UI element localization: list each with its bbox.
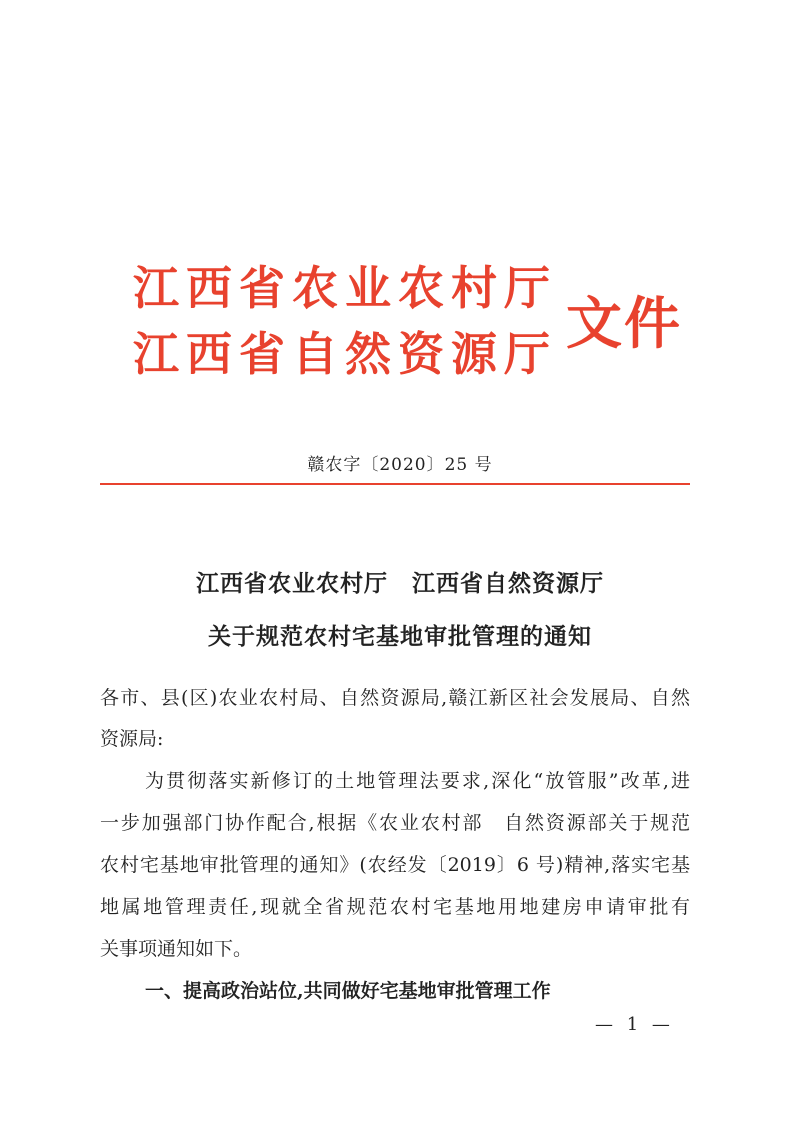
addressee-line: 各市、县(区)农业农村局、自然资源局,赣江新区社会发展局、自然 — [100, 687, 690, 709]
section-heading: 一、提高政治站位,共同做好宅基地审批管理工作 — [145, 980, 551, 1002]
title-line-2: 关于规范农村宅基地审批管理的通知 — [208, 623, 592, 650]
issuer-line-2: 江西省自然资源厅 — [133, 327, 557, 381]
title-line-1: 江西省农业农村厅 江西省自然资源厅 — [196, 570, 604, 597]
addressee-line: 资源局: — [100, 728, 164, 750]
paragraph-line: 地属地管理责任,现就全省规范农村宅基地用地建房申请审批有 — [100, 896, 690, 918]
paragraph-line: 为贯彻落实新修订的土地管理法要求,深化“放管服”改革,进 — [145, 770, 690, 792]
paragraph-line: 关事项通知如下。 — [100, 938, 253, 960]
paragraph-line: 农村宅基地审批管理的通知》(农经发〔2019〕6 号)精神,落实宅基 — [100, 854, 690, 876]
document-suffix: 文件 — [566, 292, 682, 357]
document-number: 赣农字〔2020〕25 号 — [307, 455, 493, 475]
page-number: — 1 — — [595, 1014, 674, 1035]
red-divider — [100, 483, 690, 485]
paragraph-line: 一步加强部门协作配合,根据《农业农村部 自然资源部关于规范 — [100, 812, 690, 834]
issuer-line-1: 江西省农业农村厅 — [133, 261, 557, 315]
